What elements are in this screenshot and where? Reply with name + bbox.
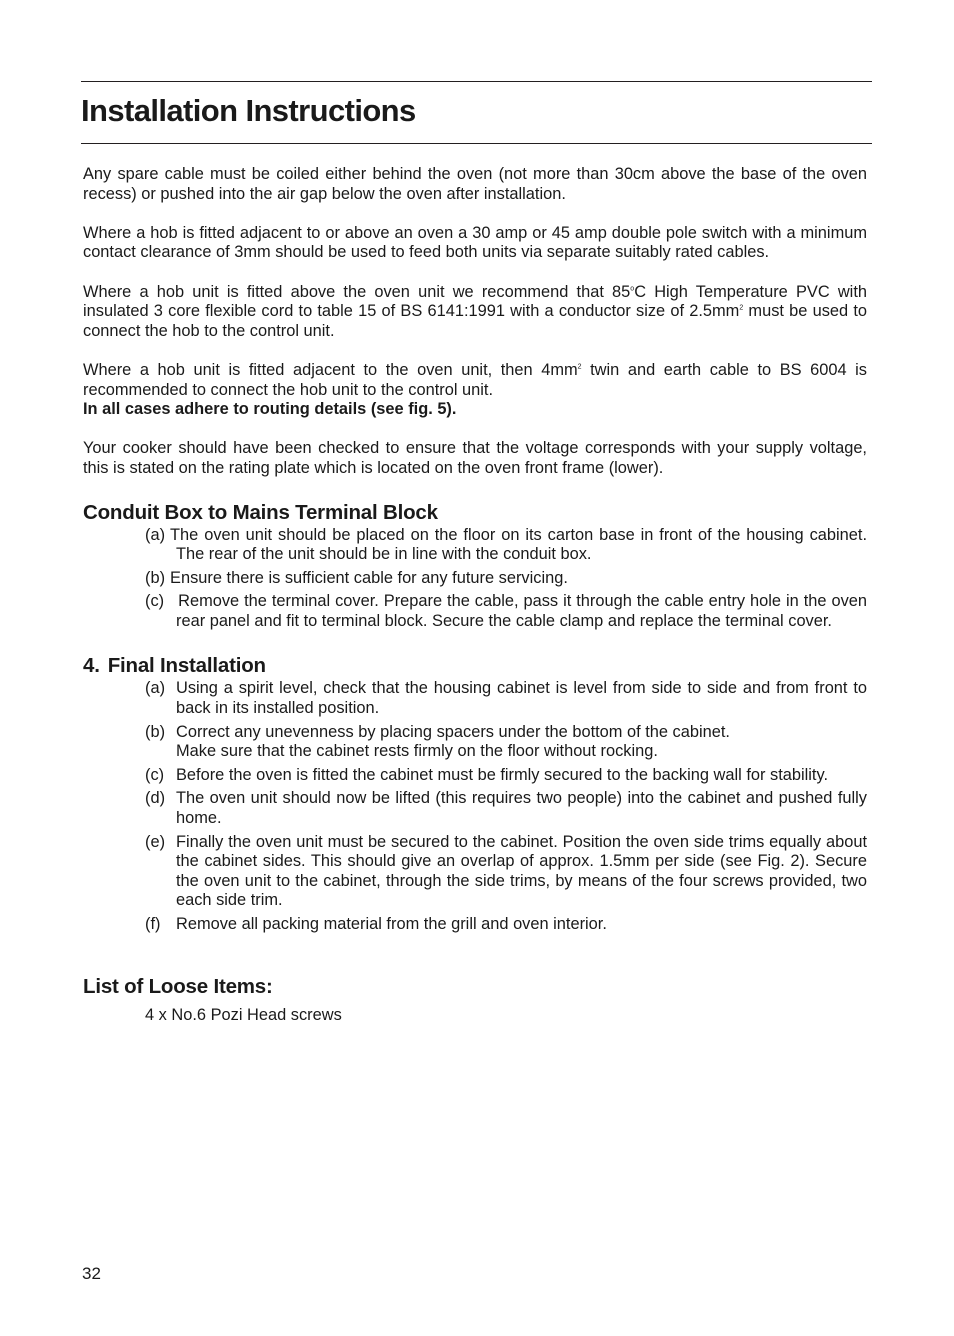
item-marker: (e): [145, 832, 166, 851]
item-text: Correct any unevenness by placing spacers under the bottom of the cabinet.: [176, 722, 730, 741]
paragraph-spare-cable: Any spare cable must be coiled either behind the oven (not more than 30cm above the base of the oven recess) or pushed into the air gap below the oven after installation.: [83, 165, 867, 203]
item-text: Before the oven is fitted the cabinet must be firmly secured to the backing wall for stability.: [176, 765, 828, 784]
item-marker: (b): [145, 568, 166, 587]
item-text: Finally the oven unit must be secured to the cabinet. Position the oven side trims equally about the cabinet sides. This should give an overlap of approx. 1.5mm per side (see Fig. 2). Secure the oven unit to the cabinet, through the side trims, by means of the four screws provided, two each side trim.: [176, 832, 867, 910]
header-top-rule: [81, 81, 872, 82]
degree-superscript: o: [630, 285, 635, 293]
item-marker: (b): [145, 722, 166, 741]
squared-superscript: 2: [739, 304, 744, 312]
list-item: [145, 569, 867, 589]
item-text: Ensure there is sufficient cable for any future servicing.: [170, 568, 568, 587]
paragraph-voltage-check: Your cooker should have been checked to ensure that the voltage corresponds with your supply voltage, this is stated on the rating plate which is located on the oven front frame (lower).: [83, 439, 867, 477]
page-title: Installation Instructions: [81, 93, 416, 128]
section-number: 4.: [83, 654, 100, 678]
loose-items-heading: List of Loose Items:: [83, 974, 273, 998]
list-item: [145, 789, 867, 828]
item-marker: (a): [145, 525, 166, 544]
item-marker: (a): [145, 679, 166, 698]
routing-note: In all cases adhere to routing details (see fig. 5).: [83, 400, 457, 419]
page-number: 32: [82, 1264, 101, 1283]
item-text: The oven unit should now be lifted (this requires two people) into the cabinet and pushed fully home.: [176, 789, 867, 828]
item-text: Make sure that the cabinet rests firmly on the floor without rocking.: [176, 742, 658, 761]
list-item: [145, 915, 867, 935]
final-steps-list: [145, 679, 867, 934]
item-text: Remove all packing material from the grill and oven interior.: [176, 915, 607, 933]
paragraph-hob-above-oven: [83, 283, 867, 342]
item-text: Remove the terminal cover. Prepare the cable, pass it through the cable entry hole in the oven rear panel and fit to terminal block. Secure the cable clamp and replace the terminal cover.: [176, 592, 867, 630]
page-content: [83, 165, 867, 1025]
loose-item: 4 x No.6 Pozi Head screws: [145, 1005, 342, 1024]
list-item: [145, 592, 867, 631]
item-text: The oven unit should be placed on the floor on its carton base in front of the housing cabinet. The rear of the unit should be in line with the conduit box.: [170, 525, 867, 564]
conduit-steps-list: [145, 526, 867, 632]
section-title: Final Installation: [107, 654, 266, 678]
list-item: [145, 766, 867, 786]
squared-superscript: 2: [577, 363, 582, 371]
item-marker: (c): [145, 765, 165, 784]
paragraph-hob-adjacent: [83, 361, 867, 420]
list-item: [145, 833, 867, 911]
header-bottom-rule: [81, 143, 872, 144]
paragraph-text: twin and earth cable to BS 6004 is recommended to connect the hob unit to the control unit.: [83, 360, 867, 399]
item-marker: (c): [145, 592, 165, 611]
paragraph-text: Where a hob unit is fitted adjacent to the oven unit, then 4mm: [83, 360, 578, 379]
paragraph-text: must be used to connect the hob to the control unit.: [83, 302, 867, 340]
paragraph-text: Where a hob unit is fitted above the oven unit we recommend that 85: [83, 282, 631, 301]
conduit-section-heading: Conduit Box to Mains Terminal Block: [83, 500, 438, 524]
item-marker: (d): [145, 789, 166, 808]
list-item: [145, 679, 867, 718]
item-text: Using a spirit level, check that the housing cabinet is level from side to side and from front to back in its installed position.: [176, 679, 867, 718]
item-marker: (f): [145, 915, 161, 933]
paragraph-double-pole-switch: Where a hob is fitted adjacent to or above an oven a 30 amp or 45 amp double pole switch with a minimum contact clearance of 3mm should be used to feed both units via separate suitably rated cables.: [83, 223, 867, 262]
final-installation-heading: [83, 654, 867, 678]
list-item: [145, 723, 867, 762]
paragraph-text: C High Temperature PVC with insulated 3 core flexible cord to table 15 of BS 6141:1991 with a conductor size of 2.5mm: [83, 282, 867, 321]
list-item: [145, 526, 867, 565]
